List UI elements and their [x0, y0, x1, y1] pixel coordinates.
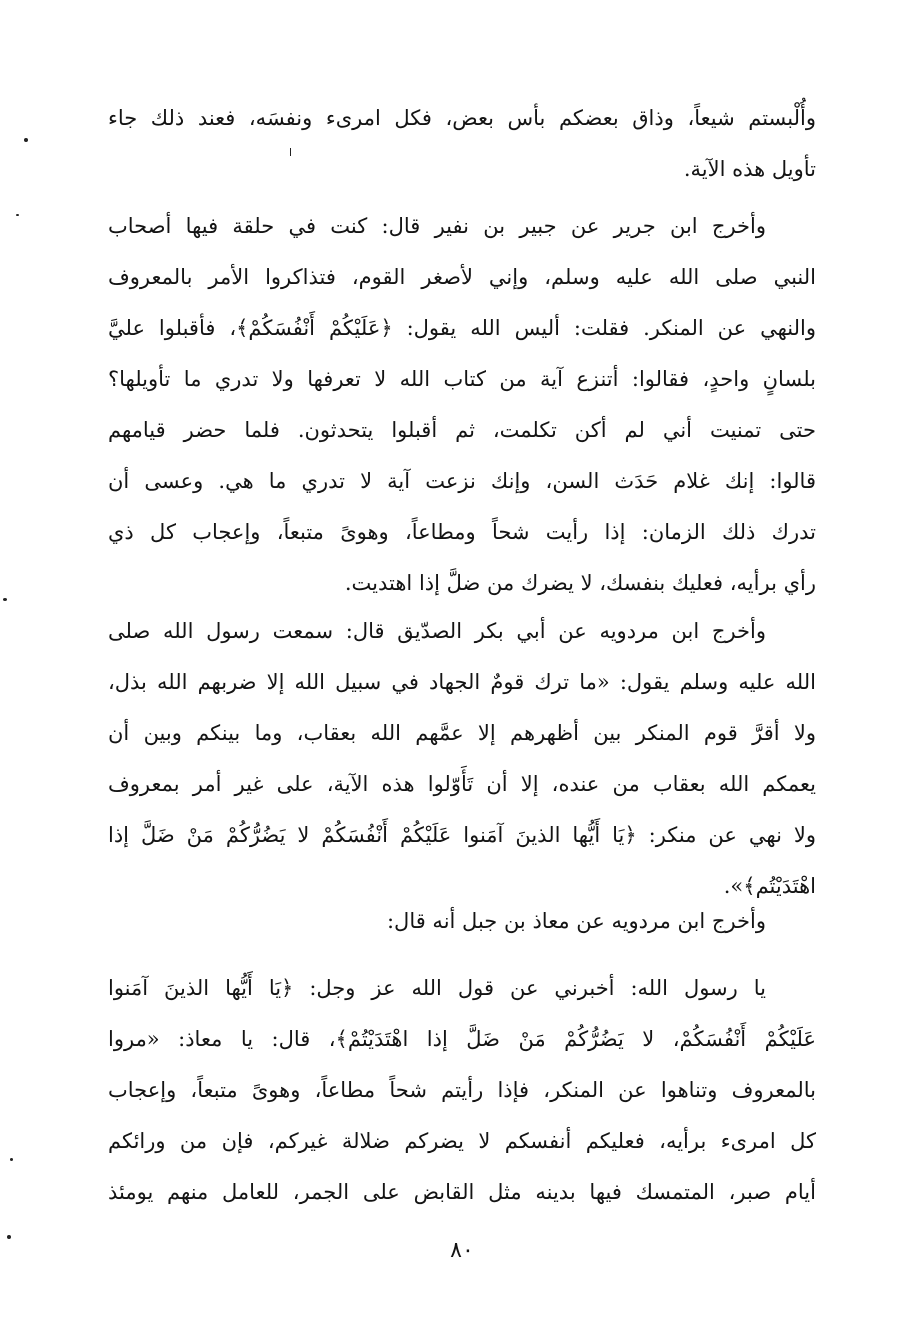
text-line: النبي صلى الله عليه وسلم، وإني لأصغر القوم، فتذاكروا الأمر بالمعروف — [108, 265, 816, 289]
text-line: ولا أقرَّ قوم المنكر بين أظهرهم إلا عمَّهم الله بعقاب، وما بينكم وبين أن — [108, 721, 816, 745]
text-line: وأخرج ابن مردويه عن معاذ بن جبل أنه قال: — [386, 909, 766, 933]
text-line: أيام صبر، المتمسك فيها بدينه مثل القابض على الجمر، للعامل منهم يومئذ — [108, 1180, 816, 1204]
text-line: بلسانٍ واحدٍ، فقالوا: أتنزع آية من كتاب الله لا تعرفها ولا تدري ما تأويلها؟ — [108, 367, 816, 391]
scan-speck — [3, 598, 7, 601]
text-line: بالمعروف وتناهوا عن المنكر، فإذا رأيتم شحاً مطاعاً، وهوىً متبعاً، وإعجاب — [108, 1078, 816, 1102]
text-line: اهْتَدَيْتُم﴾». — [723, 874, 816, 898]
paragraph-2 — [108, 201, 816, 609]
text-line: تدرك ذلك الزمان: إذا رأيت شحاً ومطاعاً، وهوىً متبعاً، وإعجاب كل ذي — [108, 520, 816, 544]
scan-speck — [24, 138, 28, 142]
text-line: كل امرىء برأيه، فعليكم أنفسكم لا يضركم ضلالة غيركم، فإن من ورائكم — [108, 1129, 816, 1153]
text-line: والنهي عن المنكر. فقلت: أليس الله يقول: ﴿عَلَيْكُمْ أَنْفُسَكُمْ﴾، فأقبلوا عليَّ — [108, 316, 816, 340]
text-line: يعمكم الله بعقاب من عنده، إلا أن تَأَوّلوا هذه الآية، على غير أمر بمعروف — [108, 772, 816, 796]
text-line: وأخرج ابن مردويه عن أبي بكر الصدّيق قال: سمعت رسول الله صلى — [108, 619, 766, 643]
text-line: رأي برأيه، فعليك بنفسك، لا يضرك من ضلَّ إذا اهتديت. — [344, 571, 816, 595]
scan-speck — [7, 1235, 11, 1239]
text-line: عَلَيْكُمْ أَنْفُسَكُمْ، لا يَضُرُّكُمْ مَنْ ضَلَّ إذا اهْتَدَيْتُمْ﴾، قال: يا معاذ: «مروا — [108, 1027, 816, 1051]
text-line: حتى تمنيت أني لم أكن تكلمت، ثم أقبلوا يتحدثون. فلما حضر قيامهم — [108, 418, 816, 442]
scan-speck — [10, 1158, 13, 1161]
paragraph-5 — [108, 963, 816, 1218]
text-line: يا رسول الله: أخبرني عن قول الله عز وجل: ﴿يَا أَيُّها الذينَ آمَنوا — [108, 976, 766, 1000]
text-line: قالوا: إنك غلام حَدَث السن، وإنك نزعت آية لا تدري ما هي. وعسى أن — [108, 469, 816, 493]
scan-speck — [16, 214, 19, 216]
paragraph-3 — [108, 606, 816, 912]
text-line: وأُلْبستم شيعاً، وذاق بعضكم بأس بعض، فكل امرىء ونفسَه، فعند ذلك جاء — [108, 106, 816, 130]
text-line: الله عليه وسلم يقول: «ما ترك قومٌ الجهاد في سبيل الله إلا ضربهم الله بذل، — [108, 670, 816, 694]
text-line: وأخرج ابن جرير عن جبير بن نفير قال: كنت في حلقة فيها أصحاب — [108, 214, 766, 238]
text-line: ولا نهي عن منكر: ﴿يَا أَيُّها الذينَ آمَنوا عَلَيْكُمْ أَنْفُسَكُمْ لا يَضُرُّكُمْ مَنْ ضَلَّ إذا — [108, 823, 816, 847]
scan-speck — [290, 148, 291, 156]
paragraph-4 — [108, 896, 816, 947]
paragraph-1 — [108, 93, 816, 195]
text-line: تأويل هذه الآية. — [683, 157, 816, 181]
page-number: ٨٠ — [450, 1238, 474, 1263]
